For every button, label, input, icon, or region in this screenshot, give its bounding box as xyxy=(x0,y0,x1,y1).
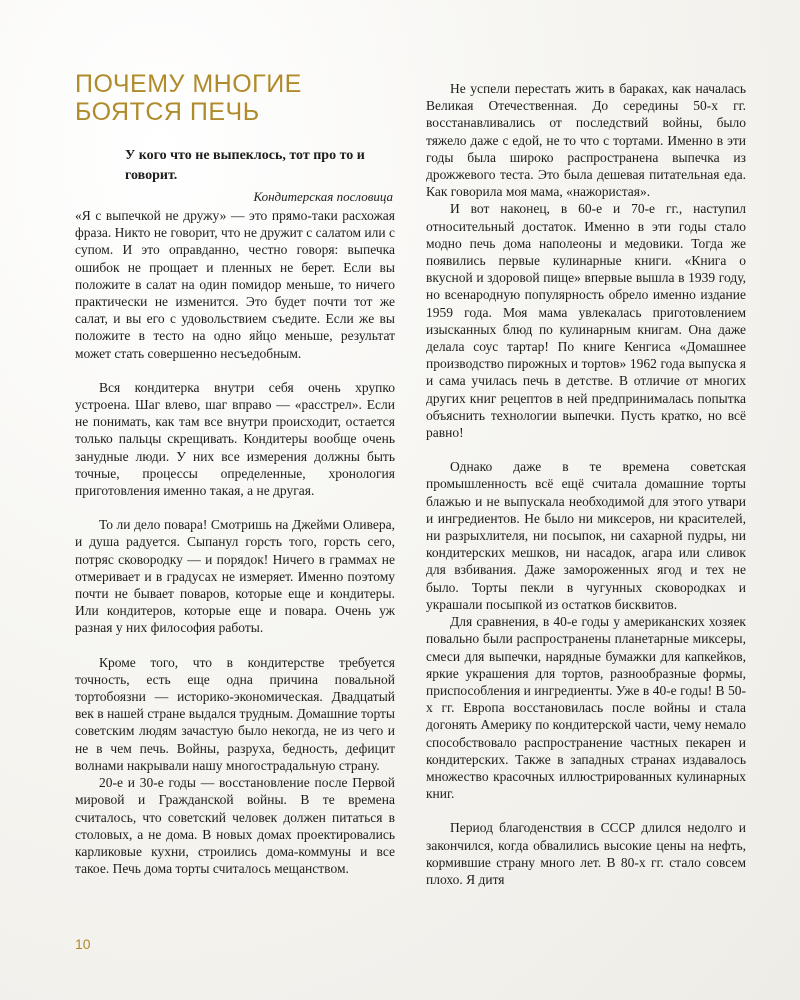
chapter-title-line-1: ПОЧЕМУ МНОГИЕ xyxy=(75,70,302,98)
epigraph-text: У кого что не выпеклось, тот про то и говорит. xyxy=(125,148,365,183)
paragraph: 20-е и 30-е годы — восстановление после Первой мировой и Гражданской войны. В те времена считалось, что советский человек должен питаться в столовых, а не дома. В новых домах проектировались карликовые кухни, строились дома-коммуны и все такое. Печь дома торты считалось мещанством. xyxy=(75,775,395,877)
paragraph: И вот наконец, в 60-е и 70-е гг., наступил относительный достаток. Именно в эти годы стало модно печь дома наполеоны и медовики. Тогда же появились первые кулинарные книги. «Книга о вкусной и здоровой пище» впервые вышла в 1939 году, но всенародную популярность обрело именно издание 1959 года. Моя мама увлекалась приготовлением изысканных блюд по кулинарным книгам. Она даже делала соус тартар! По книге Кенгиса «Домашнее производство пирожных и тортов» 1962 года выпуска я и сама училась печь в детстве. В отличие от многих других книг рецептов в ней предпринималась попытка объяснить технологии выпечки. Пусть кратко, но всё равно! xyxy=(426,201,746,441)
right-column xyxy=(426,80,746,888)
paragraph: Для сравнения, в 40-е годы у американских хозяек повально были распространены планетарные миксеры, смеси для выпечки, нарядные бумажки для капкейков, яркие украшения для тортов, разнообразные формы, приспособления и ингредиенты. Уже в 40-е годы! В 50-х гг. Европа восстановилась после войны и стала догонять Америку по кондитерской части, чему немало способствовало распространение частных пекарен и кондитерских. Также в западных странах издавалось множество красочных иллюстрированных кулинарных книг. xyxy=(426,614,746,802)
paragraph: Не успели перестать жить в бараках, как началась Великая Отечественная. До середины 50-х гг. восстанавливались от последствий войны, было тяжело даже с едой, не то что с тортами. Именно в эти годы была широко распространена выпечка из дрожжевого теста. Это была дешевая питательная еда. Как говорила моя мама, «нажористая». xyxy=(426,81,746,200)
paragraph: То ли дело повара! Смотришь на Джейми Оливера, и душа радуется. Сыпанул горсть того, горсть сего, потряс сковородку — и порядок! Ничего в граммах не отмеривает и в градусах не измеряет. Именно поэтому почти не бывает поваров, которые еще и кондитеры. Или кондитеров, которые еще и повара. Очень уж разная у них философия работы. xyxy=(75,517,395,636)
left-column xyxy=(75,207,395,877)
paragraph: Период благоденствия в СССР длился недолго и закончился, когда обвалились высокие цены на нефть, кормившие страну много лет. В 80-х гг. стало совсем плохо. Я дитя xyxy=(426,820,746,887)
paragraph: Вся кондитерка внутри себя очень хрупко устроена. Шаг влево, шаг вправо — «расстрел». Если не понимать, как там все внутри происходит, остается только пальцы скрещивать. Кондитеры вообще очень занудные люди. У них все измерения должны быть точные, процессы определенные, хронология приготовления именно такая, а не другая. xyxy=(75,379,395,499)
paragraph: Кроме того, что в кондитерстве требуется точность, есть еще одна причина повальной тортобоязни — историко-экономическая. Двадцатый век в нашей стране выдался трудным. Домашние торты советским людям зачастую было некогда, не из чего и не в чем печь. Войны, разруха, бедность, дефицит волнами накрывали нашу многострадальную страну. xyxy=(75,654,395,773)
chapter-title xyxy=(75,70,395,126)
epigraph xyxy=(125,146,393,206)
chapter-title-line-2: БОЯТСЯ ПЕЧЬ xyxy=(75,98,260,126)
page-number: 10 xyxy=(75,936,91,952)
paragraph: «Я с выпечкой не дружу» — это прямо-таки расхожая фраза. Никто не говорит, что не дружит с салатом или с супом. И это оправданно, честно говоря: выпечка ошибок не прощает и пленных не берет. Если вы положите в салат на один помидор меньше, то ничего практически не изменится. Это будет почти тот же салат, и вы его с удовольствием съедите. Если же вы положите в тесто на одно яйцо меньше, результат может стать совершенно несъедобным. xyxy=(75,208,395,361)
epigraph-source: Кондитерская пословица xyxy=(253,189,393,204)
paragraph: Однако даже в те времена советская промышленность всё ещё считала домашние торты блажью и не выпускала необходимой для этого утвари и ингредиентов. Не было ни миксеров, ни красителей, ни разрыхлителя, ни посыпок, ни сахарной пудры, ни кондитерских мешков, ни насадок, агара или сливок для взбивания. Даже замороженных ягод и тех не было. Торты пекли в чугунных сковородках и украшали посыпкой из остатков бисквитов. xyxy=(426,459,746,612)
